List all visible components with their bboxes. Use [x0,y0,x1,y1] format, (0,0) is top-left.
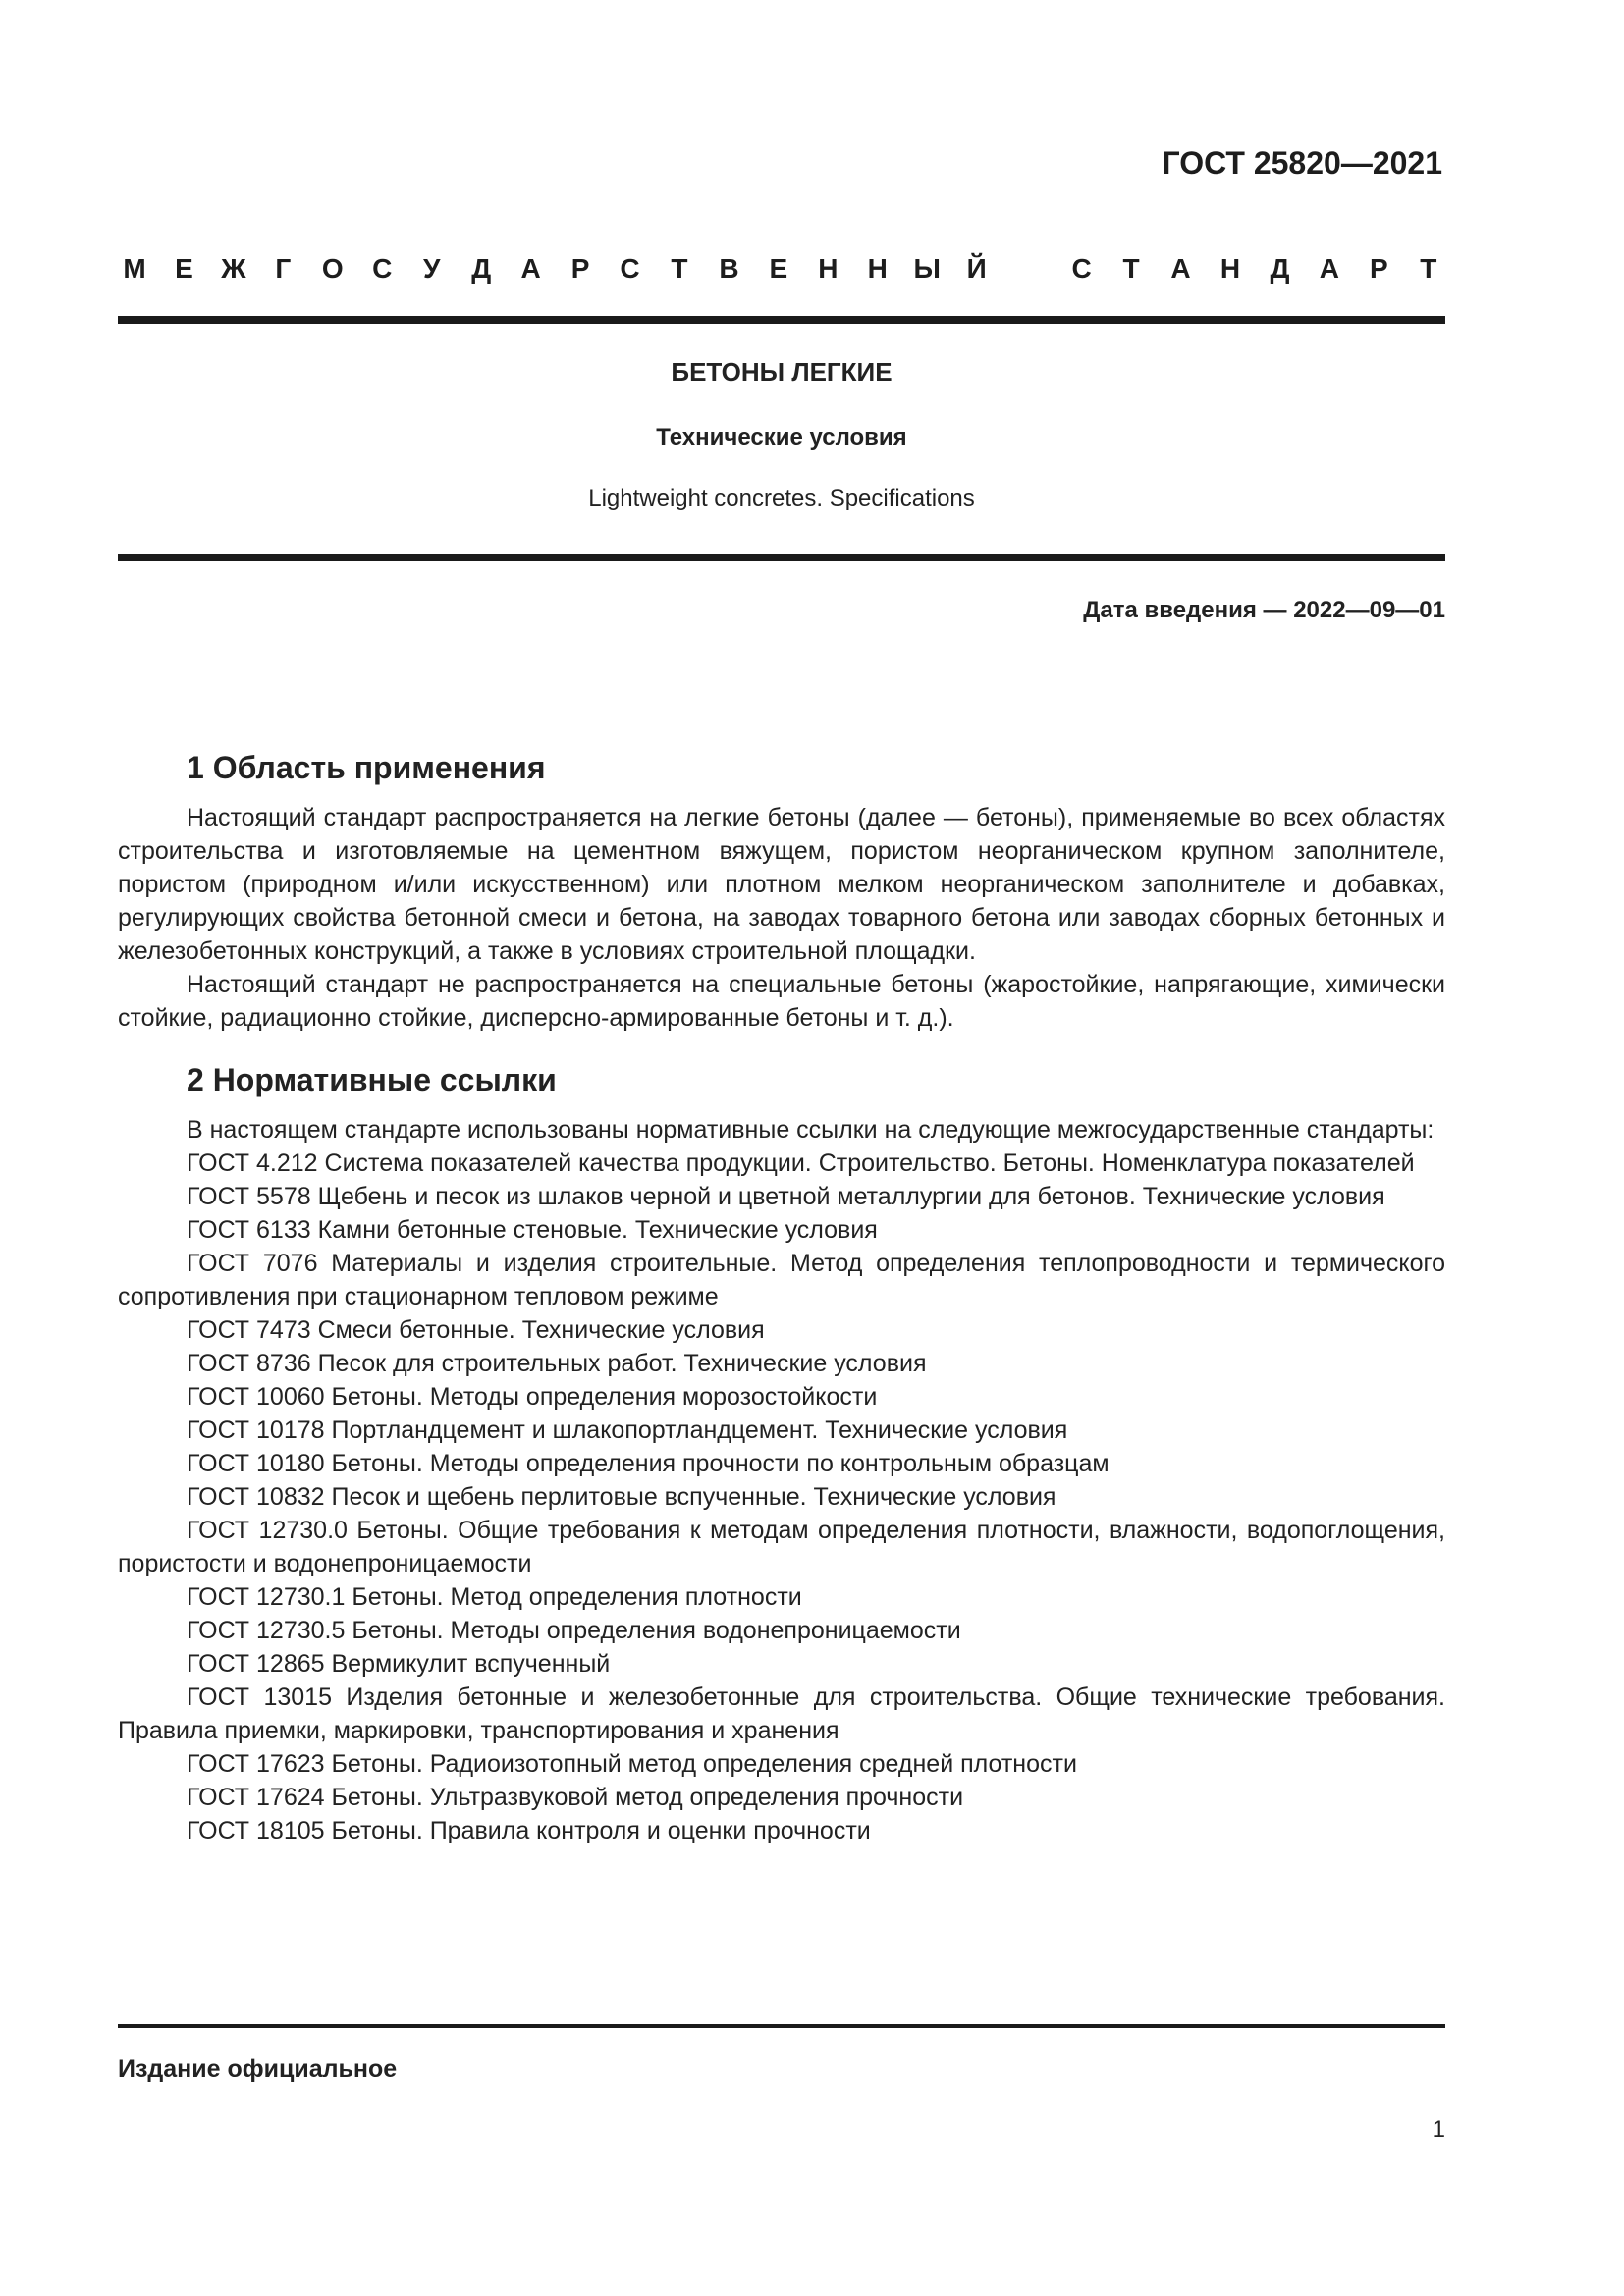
series-letter: Т [671,253,688,284]
section-1-paragraph: Настоящий стандарт распространяется на легкие бетоны (далее — бетоны), применяемые во всех областях строительства и изготовляемые на цементном вяжущем, пористом неорганическом крупном заполнителе, пористом (природном и/или искусственном) или плотном мелком неорганическом заполнителе и добавках, регулирующих свойства бетонной смеси и бетона, на заводах товарного бетона или заводах сборных бетонных и железобетонных конструкций, а также в условиях строительной площадки. [118,804,1445,965]
series-letter: С [1071,253,1092,284]
reference-item: ГОСТ 12730.1 Бетоны. Метод определения плотности [187,1583,802,1611]
reference-item: ГОСТ 7473 Смеси бетонные. Технические условия [187,1316,765,1344]
series-letter: Е [175,253,193,284]
series-letter: Г [275,253,292,284]
series-letter: Н [1219,253,1241,284]
reference-item: ГОСТ 12865 Вермикулит вспученный [187,1650,611,1678]
document-subtitle: Технические условия [656,424,907,451]
reference-item: ГОСТ 4.212 Система показателей качества продукции. Строительство. Бетоны. Номенклатура показателей [187,1149,1415,1177]
reference-item: ГОСТ 13015 Изделия бетонные и железобетонные для строительства. Общие технические требования. Правила приемки, маркировки, транспортирования и хранения [118,1683,1445,1744]
introduction-date: Дата введения — 2022—09—01 [1083,597,1445,623]
section-2-heading: 2 Нормативные ссылки [187,1062,557,1097]
reference-item: ГОСТ 5578 Щебень и песок из шлаков черной и цветной металлургии для бетонов. Технические условия [187,1183,1385,1210]
reference-item: ГОСТ 17623 Бетоны. Радиоизотопный метод определения средней плотности [187,1750,1077,1778]
series-letter: Д [471,253,492,284]
document-title: БЕТОНЫ ЛЕГКИЕ [671,357,893,387]
title-rule [118,554,1445,561]
series-letter: А [1170,253,1191,284]
series-letter: С [372,253,393,284]
series-letter: В [719,253,739,284]
series-letter: Н [867,253,888,284]
reference-item: ГОСТ 17624 Бетоны. Ультразвуковой метод определения прочности [187,1784,964,1811]
series-letter: Ы [913,253,941,284]
series-letter: А [1319,253,1339,284]
edition-label: Издание официальное [118,2056,398,2083]
series-letter: Т [1122,253,1140,284]
reference-item: ГОСТ 10178 Портландцемент и шлакопортландцемент. Технические условия [187,1416,1068,1444]
reference-item: ГОСТ 12730.5 Бетоны. Методы определения водонепроницаемости [187,1617,961,1644]
reference-item: ГОСТ 8736 Песок для строительных работ. Технические условия [187,1350,927,1377]
document-title-english: Lightweight concretes. Specifications [588,485,975,511]
reference-item: ГОСТ 12730.0 Бетоны. Общие требования к методам определения плотности, влажности, водопоглощения, пористости и водонепроницаемости [118,1517,1445,1577]
standard-series-heading [118,253,1445,285]
series-letter: Е [769,253,788,284]
reference-item: ГОСТ 10060 Бетоны. Методы определения морозостойкости [187,1383,878,1411]
series-letter: Н [818,253,839,284]
series-letter: А [520,253,541,284]
section-1-heading: 1 Область применения [187,750,546,785]
top-rule [118,316,1445,324]
reference-item: ГОСТ 7076 Материалы и изделия строительные. Метод определения теплопроводности и термического сопротивления при стационарном тепловом режиме [118,1250,1445,1310]
page-number: 1 [1432,2116,1445,2143]
series-letter: У [423,253,441,284]
reference-item: ГОСТ 10180 Бетоны. Методы определения прочности по контрольным образцам [187,1450,1110,1477]
series-letter: Т [1420,253,1437,284]
series-gap [1009,253,1049,285]
series-letter: Р [1369,253,1388,284]
series-letter: Д [1270,253,1290,284]
series-letter: М [123,253,146,284]
reference-item: ГОСТ 6133 Камни бетонные стеновые. Технические условия [187,1216,878,1244]
series-letter: Й [966,253,987,284]
section-1-paragraph: Настоящий стандарт не распространяется на специальные бетоны (жаростойкие, напрягающие, химически стойкие, радиационно стойкие, дисперсно-армированные бетоны и т. д.). [118,971,1445,1032]
document-number: ГОСТ 25820—2021 [1162,145,1442,181]
normative-references-list [118,1147,1445,1847]
series-letter: О [321,253,344,284]
document-body [118,746,1445,1847]
reference-item: ГОСТ 10832 Песок и щебень перлитовые вспученные. Технические условия [187,1483,1056,1511]
footer-rule [118,2024,1445,2028]
series-letter: Р [570,253,590,284]
series-letter: Ж [221,253,246,284]
series-letter: С [620,253,640,284]
reference-item: ГОСТ 18105 Бетоны. Правила контроля и оценки прочности [187,1817,871,1844]
section-2-intro: В настоящем стандарте использованы нормативные ссылки на следующие межгосударственные стандарты: [187,1116,1435,1144]
